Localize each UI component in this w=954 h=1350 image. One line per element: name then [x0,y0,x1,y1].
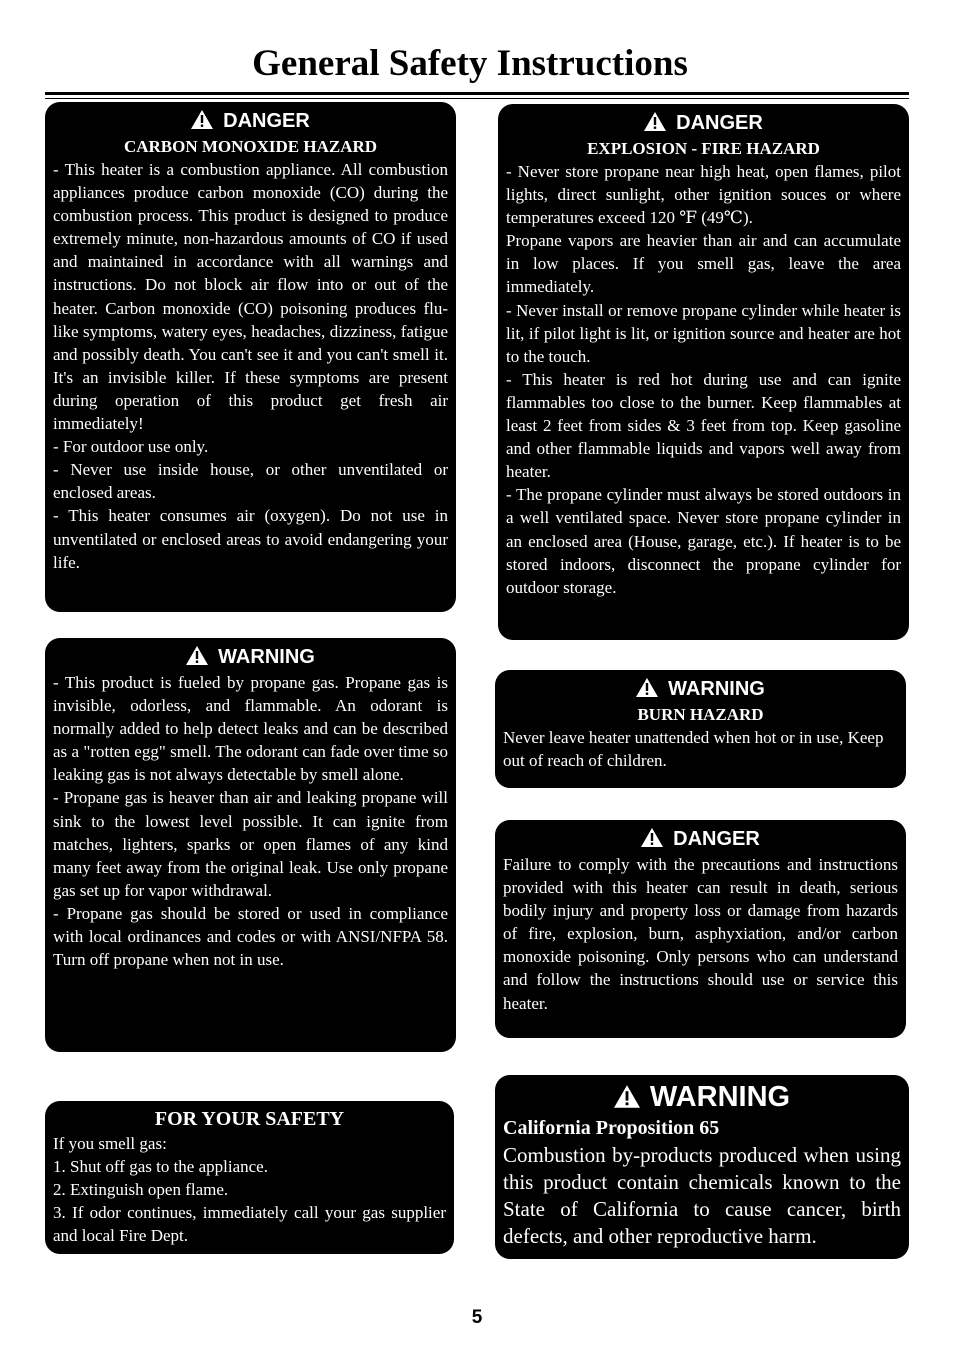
fire-danger-body [506,160,901,599]
warning-triangle-icon [641,828,663,847]
page-number: 5 [471,1307,483,1328]
title-rule-thin [45,98,909,99]
general-danger-body [503,853,898,1015]
burn-warning-body [503,726,898,772]
fire-danger-label: DANGER [676,112,763,134]
gas-warning-body [53,671,448,971]
co-danger-paragraph: - For outdoor use only. [53,437,209,457]
burn-warning-header [503,675,898,703]
fire-danger-paragraph: Propane vapors are heavier than air and can accumulate in low places. If you smell gas, leave the area immediately. [506,231,901,297]
fire-danger-subtitle: EXPLOSION - FIRE HAZARD [587,139,820,158]
prop65-subtitle: California Proposition 65 [503,1117,720,1139]
for-your-safety-title: FOR YOUR SAFETY [154,1108,345,1130]
warning-triangle-icon [644,112,666,131]
co-danger-paragraph: - This heater consumes air (oxygen). Do not use in unventilated or enclosed areas to avoid endangering your life. [53,506,448,572]
general-danger-header [503,825,898,853]
co-danger-subtitle: CARBON MONOXIDE HAZARD [123,137,378,156]
warning-triangle-icon [636,678,658,697]
burn-warning-subtitle: BURN HAZARD [637,705,764,724]
gas-warning-box [45,638,456,1052]
co-danger-paragraph: - This heater is a combustion appliance. All combustion appliances produce carbon monoxide (CO) during the combustion process. This product is designed to produce extremely minute, non-hazardous amounts of CO if used and maintained in accordance with all warnings and instructions. Do not block air flow into or out of the heater. Carbon monoxide (CO) poisoning produces flu-like symptoms, watery eyes, headaches, dizziness, fatigue and possibly death. You can't see it and you can't smell it. It's an invisible killer. If these symptoms are present during operation of this product get fresh air immediately! [53,160,448,434]
for-your-safety-box [45,1101,454,1254]
gas-warning-paragraph: - Propane gas is heaver than air and leaking propane will sink to the lowest level possible. It can ignite from matches, lighters, sparks or open flames of any kind many feet away from the original leak. Use only propane gas set up for vapor withdrawal. [53,788,448,900]
prop65-text: Combustion by-products produced when using this product contain chemicals known to the State of California to cause cancer, birth defects, and other reproductive harm. [503,1143,901,1248]
prop65-warning-label: WARNING [649,1081,791,1113]
warning-triangle-icon [191,110,213,129]
for-your-safety-body [53,1132,446,1247]
gas-warning-header [53,643,448,671]
for-your-safety-line: 2. Extinguish open flame. [53,1180,229,1200]
co-danger-body [53,158,448,574]
co-danger-paragraph: - Never use inside house, or other unventilated or enclosed areas. [53,460,448,503]
for-your-safety-line: 3. If odor continues, immediately call your gas supplier and local Fire Dept. [53,1203,446,1246]
burn-warning-paragraph: Never leave heater unattended when hot or in use, Keep out of reach of children. [503,728,884,771]
gas-warning-paragraph: - This product is fueled by propane gas. Propane gas is invisible, odorless, and flammable. An odorant is normally added to help detect leaks and can be described as a "rotten egg" smell. The odorant can fade over time so leaking gas is not always detectable by smell alone. [53,673,448,785]
warning-triangle-icon [186,646,208,665]
for-your-safety-line: 1. Shut off gas to the appliance. [53,1157,268,1177]
co-danger-label: DANGER [223,110,310,132]
gas-warning-label: WARNING [218,646,315,668]
general-danger-label: DANGER [673,828,760,850]
fire-danger-box [498,104,909,640]
fire-danger-paragraph: - The propane cylinder must always be stored outdoors in a well ventilated space. Never store propane cylinder in an enclosed area (House, garage, etc.). If heater is to be stored indoors, disconnect the propane cylinder for outdoor storage. [506,485,901,597]
prop65-warning-header [503,1080,901,1114]
co-danger-header [53,107,448,135]
title-rule-thick [45,92,909,95]
fire-danger-paragraph: - This heater is red hot during use and can ignite flammables too close to the burner. Keep flammables at least 2 feet from sides & 3 feet from top. Keep gasoline and other flammable liquids and vapors well away from heater. [506,369,901,482]
prop65-warning-box [495,1075,909,1259]
for-your-safety-line: If you smell gas: [53,1134,167,1153]
warning-triangle-icon [614,1085,640,1108]
co-danger-box [45,102,456,612]
gas-warning-paragraph: - Propane gas should be stored or used in compliance with local ordinances and codes or with ANSI/NFPA 58. Turn off propane when not in use. [53,903,448,970]
fire-danger-header [506,109,901,137]
fire-danger-paragraph: - Never store propane near high heat, open flames, pilot lights, direct sunlight, other ignition souces or where temperatures exceed 120 ℉ (49℃). [506,162,901,228]
fire-danger-paragraph: - Never install or remove propane cylinder while heater is lit, if pilot light is lit, or ignition source and heater are hot to the touch. [506,300,901,366]
general-danger-box [495,820,906,1038]
general-danger-paragraph: Failure to comply with the precautions and instructions provided with this heater can result in death, serious bodily injury and property loss or damage from hazards of fire, explosion, burn, asphyxiation, and/or carbon monoxide poisoning. Only persons who can understand and follow the instructions should use or service this heater. [503,855,898,1013]
burn-warning-label: WARNING [668,678,765,700]
burn-warning-box [495,670,906,788]
page-title: General Safety Instructions [252,43,688,84]
